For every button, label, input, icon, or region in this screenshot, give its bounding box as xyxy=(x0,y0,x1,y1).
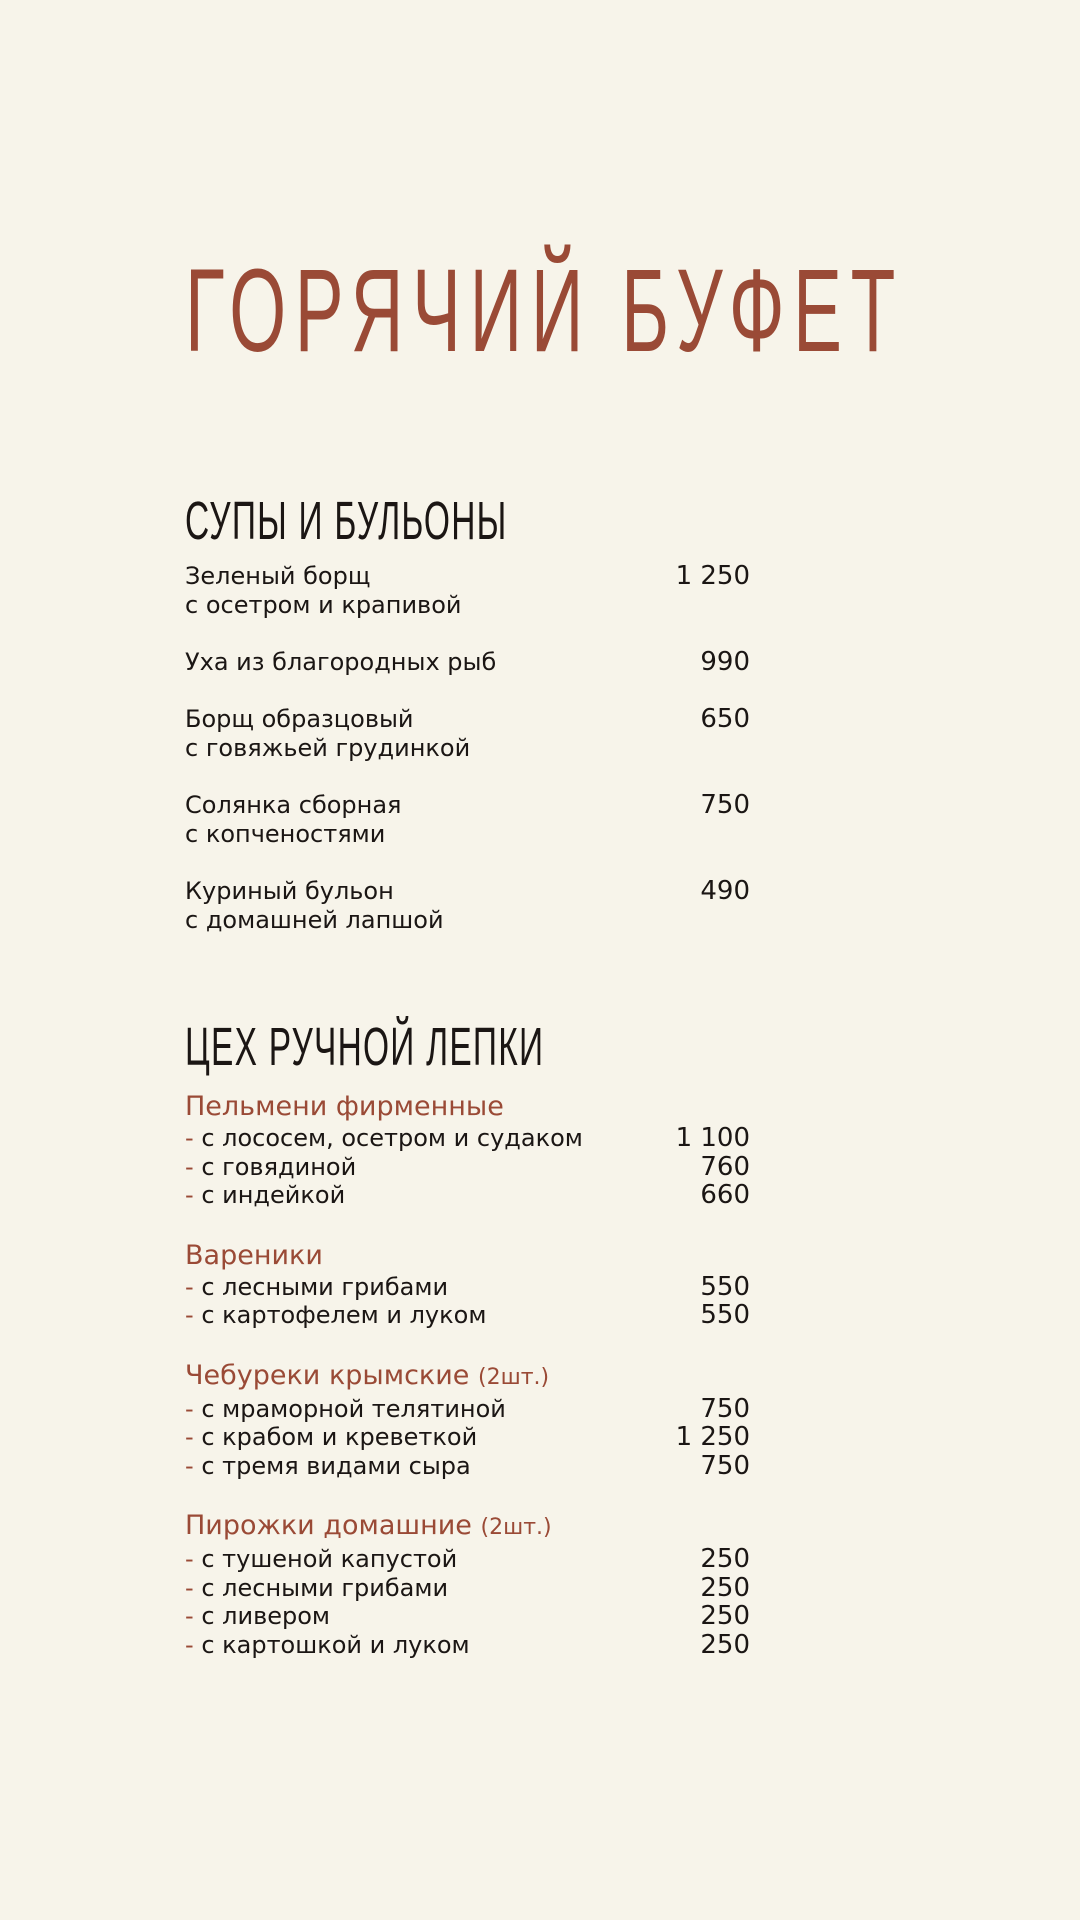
dumplings-list xyxy=(185,1090,750,1688)
variant-text: с крабом и креветкой xyxy=(201,1423,478,1451)
menu-variant xyxy=(185,1273,750,1302)
dash-marker: - xyxy=(185,1394,194,1423)
menu-item xyxy=(185,705,750,763)
item-name: Борщ образцовый xyxy=(185,705,414,733)
section-title-dumplings: ЦЕХ РУЧНОЙ ЛЕПКИ xyxy=(185,1017,545,1077)
menu-variant xyxy=(185,1124,750,1153)
dash-marker: - xyxy=(185,1573,194,1602)
variant-price: 750 xyxy=(700,1450,750,1481)
variant-text: с лососем, осетром и судаком xyxy=(201,1124,583,1152)
variant-price: 1 250 xyxy=(675,1422,750,1452)
menu-variant xyxy=(185,1423,750,1452)
variant-text: с картошкой и луком xyxy=(201,1630,470,1659)
dash-marker: - xyxy=(185,1451,194,1480)
menu-item xyxy=(185,791,750,849)
item-name: Куриный бульон xyxy=(185,877,394,905)
item-price: 650 xyxy=(700,704,750,734)
item-description: с копченостями xyxy=(185,820,386,848)
menu-group xyxy=(185,1509,750,1659)
menu-group xyxy=(185,1090,750,1210)
dash-marker: - xyxy=(185,1181,194,1209)
dash-marker: - xyxy=(185,1272,194,1301)
variant-price: 250 xyxy=(700,1629,750,1660)
variant-text: с ливером xyxy=(201,1602,331,1630)
menu-variant xyxy=(185,1181,750,1210)
variant-text: с говядиной xyxy=(201,1152,357,1181)
menu-item xyxy=(185,877,750,935)
variant-text: с тушеной капустой xyxy=(201,1545,458,1573)
item-name: Солянка сборная xyxy=(185,791,402,819)
variant-price: 660 xyxy=(700,1180,750,1210)
menu-group xyxy=(185,1239,750,1330)
group-title: Пельмени фирменные xyxy=(185,1091,504,1122)
item-description: с домашней лапшой xyxy=(185,906,444,934)
dash-marker: - xyxy=(185,1630,194,1659)
variant-price: 760 xyxy=(700,1151,750,1182)
group-note: (2шт.) xyxy=(480,1515,552,1540)
item-description: с говяжьей грудинкой xyxy=(185,734,471,762)
variant-text: с мраморной телятиной xyxy=(201,1394,506,1423)
variant-price: 550 xyxy=(700,1300,750,1330)
variant-price: 250 xyxy=(700,1601,750,1631)
dash-marker: - xyxy=(185,1152,194,1181)
menu-variant xyxy=(185,1631,750,1660)
variant-text: с индейкой xyxy=(201,1181,346,1209)
variant-text: с лесными грибами xyxy=(201,1573,449,1602)
dash-marker: - xyxy=(185,1124,194,1152)
menu-variant xyxy=(185,1395,750,1424)
variant-text: с лесными грибами xyxy=(201,1272,449,1301)
soups-list xyxy=(185,562,750,963)
menu-variant xyxy=(185,1574,750,1603)
item-price: 490 xyxy=(700,876,750,906)
group-title: Вареники xyxy=(185,1239,323,1271)
variant-price: 1 100 xyxy=(675,1123,750,1153)
dash-marker: - xyxy=(185,1602,194,1630)
dash-marker: - xyxy=(185,1423,194,1451)
section-title-soups: СУПЫ И БУЛЬОНЫ xyxy=(185,491,508,551)
item-description: с осетром и крапивой xyxy=(185,591,462,619)
variant-text: с тремя видами сыра xyxy=(201,1451,471,1480)
item-name: Уха из благородных рыб xyxy=(185,648,497,676)
menu-variant xyxy=(185,1452,750,1481)
menu-item xyxy=(185,562,750,620)
dash-marker: - xyxy=(185,1545,194,1573)
item-price: 990 xyxy=(700,647,750,677)
menu-variant xyxy=(185,1153,750,1182)
menu-variant xyxy=(185,1545,750,1574)
dash-marker: - xyxy=(185,1301,194,1329)
page-title: ГОРЯЧИЙ БУФЕТ xyxy=(185,245,905,377)
variant-price: 550 xyxy=(700,1271,750,1302)
item-price: 750 xyxy=(700,790,750,820)
menu-group xyxy=(185,1359,750,1481)
item-price: 1 250 xyxy=(675,561,750,591)
variant-price: 250 xyxy=(700,1572,750,1603)
menu-variant xyxy=(185,1602,750,1631)
item-name: Зеленый борщ xyxy=(185,562,371,590)
variant-text: с картофелем и луком xyxy=(201,1301,487,1329)
menu-variant xyxy=(185,1301,750,1330)
variant-price: 750 xyxy=(700,1393,750,1424)
group-title: Пирожки домашние (2шт.) xyxy=(185,1510,552,1541)
group-note: (2шт.) xyxy=(477,1364,550,1390)
variant-price: 250 xyxy=(700,1544,750,1574)
group-title: Чебуреки крымские (2шт.) xyxy=(185,1359,550,1391)
menu-item xyxy=(185,648,750,677)
